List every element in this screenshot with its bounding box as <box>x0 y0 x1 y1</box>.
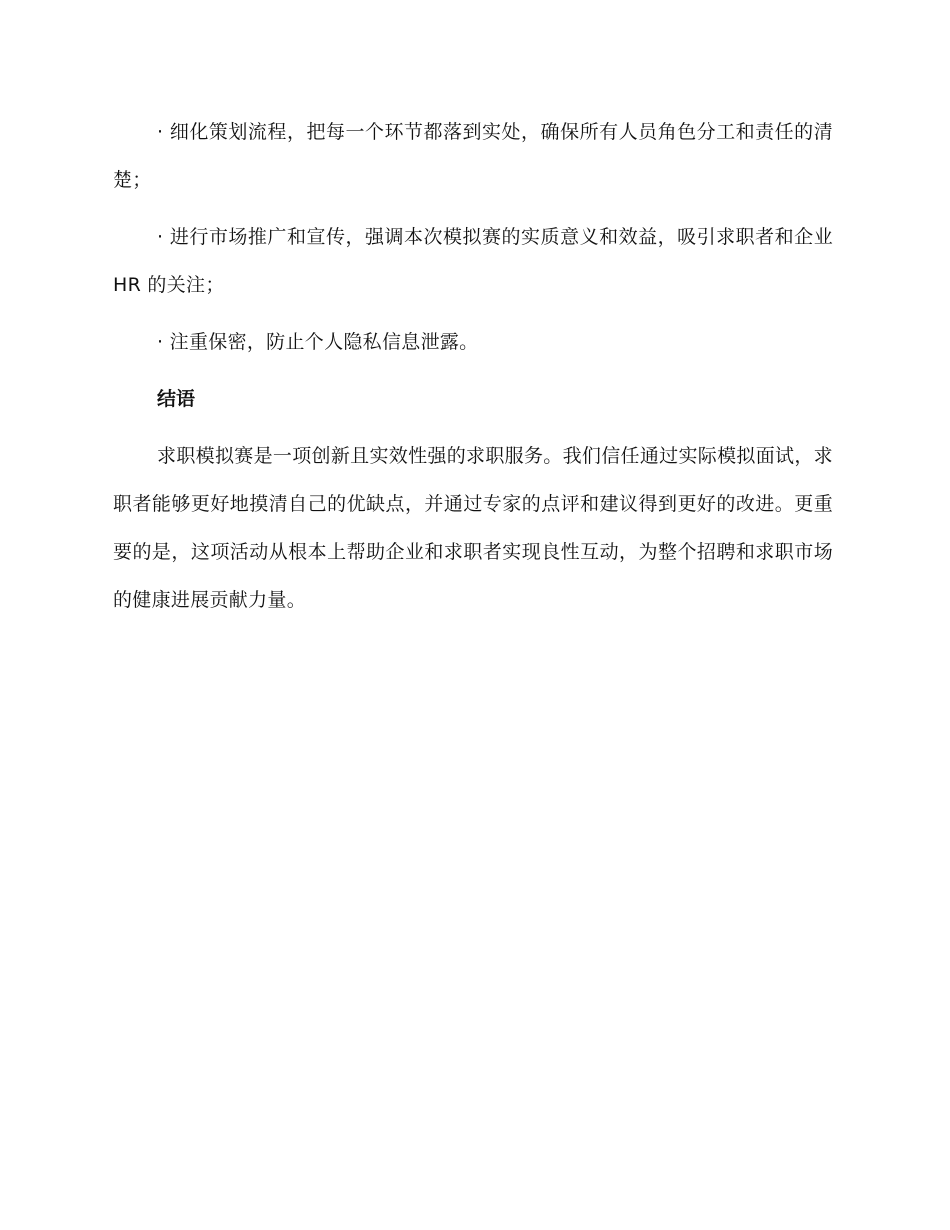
bullet-item: · 注重保密，防止个人隐私信息泄露。 <box>157 331 479 353</box>
bullet-item: · 细化策划流程，把每一个环节都落到实处，确保所有人员角色分工和责任的清楚； <box>113 121 833 191</box>
section-heading: 结语 <box>157 388 196 410</box>
bullet-item: · 进行市场推广和宣传，强调本次模拟赛的实质意义和效益，吸引求职者和企业 HR 的关注； <box>113 226 833 296</box>
document-body <box>113 108 833 624</box>
conclusion-paragraph: 求职模拟赛是一项创新且实效性强的求职服务。我们信任通过实际模拟面试，求职者能够更好地摸清自己的优缺点，并通过专家的点评和建议得到更好的改进。更重要的是，这项活动从根本上帮助企业和求职者实现良性互动，为整个招聘和求职市场的健康进展贡献力量。 <box>113 445 833 611</box>
